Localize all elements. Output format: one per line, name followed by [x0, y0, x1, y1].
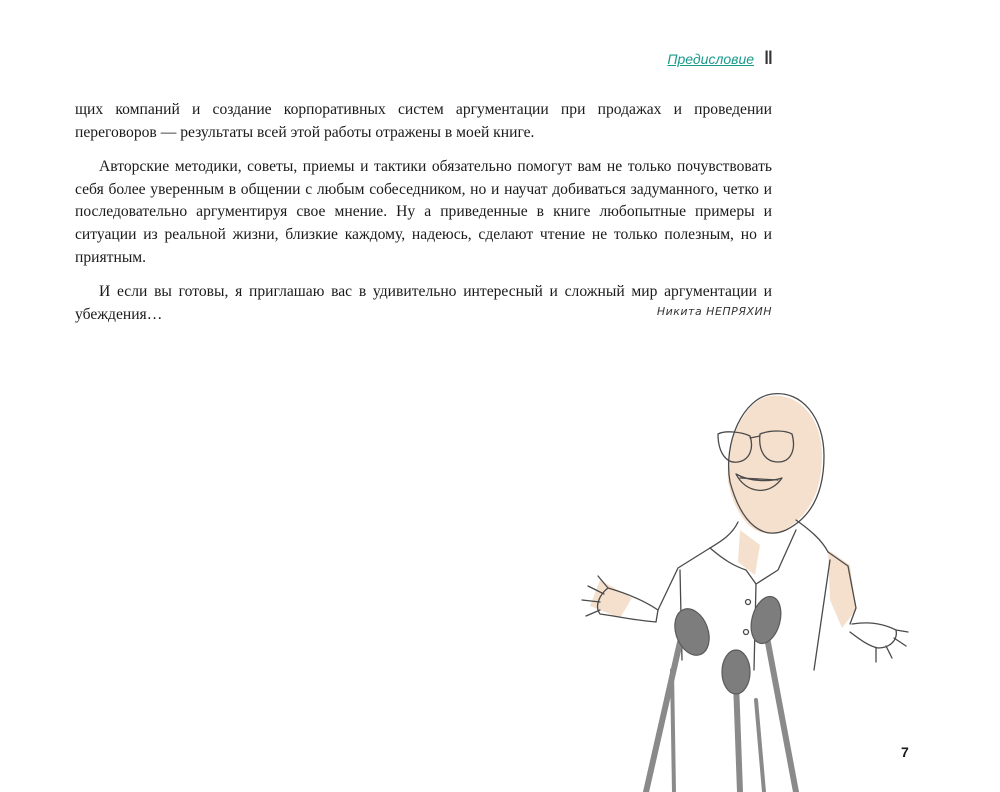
paragraph-1: щих компаний и создание корпоративных систем аргументации при продажах и проведении переговоров — результаты всей этой работы отражены в моей книге.	[75, 101, 772, 141]
skin-tint	[590, 396, 856, 628]
body-text	[75, 99, 772, 338]
author-signature: Никита НЕПРЯХИН	[656, 305, 772, 318]
section-title-link[interactable]: Предисловие	[667, 50, 755, 67]
paragraph-2: Авторские методики, советы, приемы и тактики обязательно помогут вам не только почувствовать себя более уверенным в общении с любым собеседником, но и научат добиваться задуманного, четко и последовательно аргументируя свое мнение. Ну а приведенные в книге любопытные примеры и ситуации из реальной жизни, близкие каждому, надеюсь, сделают чтение не только полезным, но и приятным.	[75, 158, 772, 266]
running-header	[667, 48, 772, 69]
paragraph-3: И если вы готовы, я приглашаю вас в удивительно интересный и сложный мир аргументации и убеждения…	[75, 283, 772, 323]
speaker-illustration	[560, 370, 920, 792]
microphones	[646, 632, 796, 792]
header-marker: ‖	[764, 48, 772, 68]
page-number: 7	[901, 744, 909, 760]
